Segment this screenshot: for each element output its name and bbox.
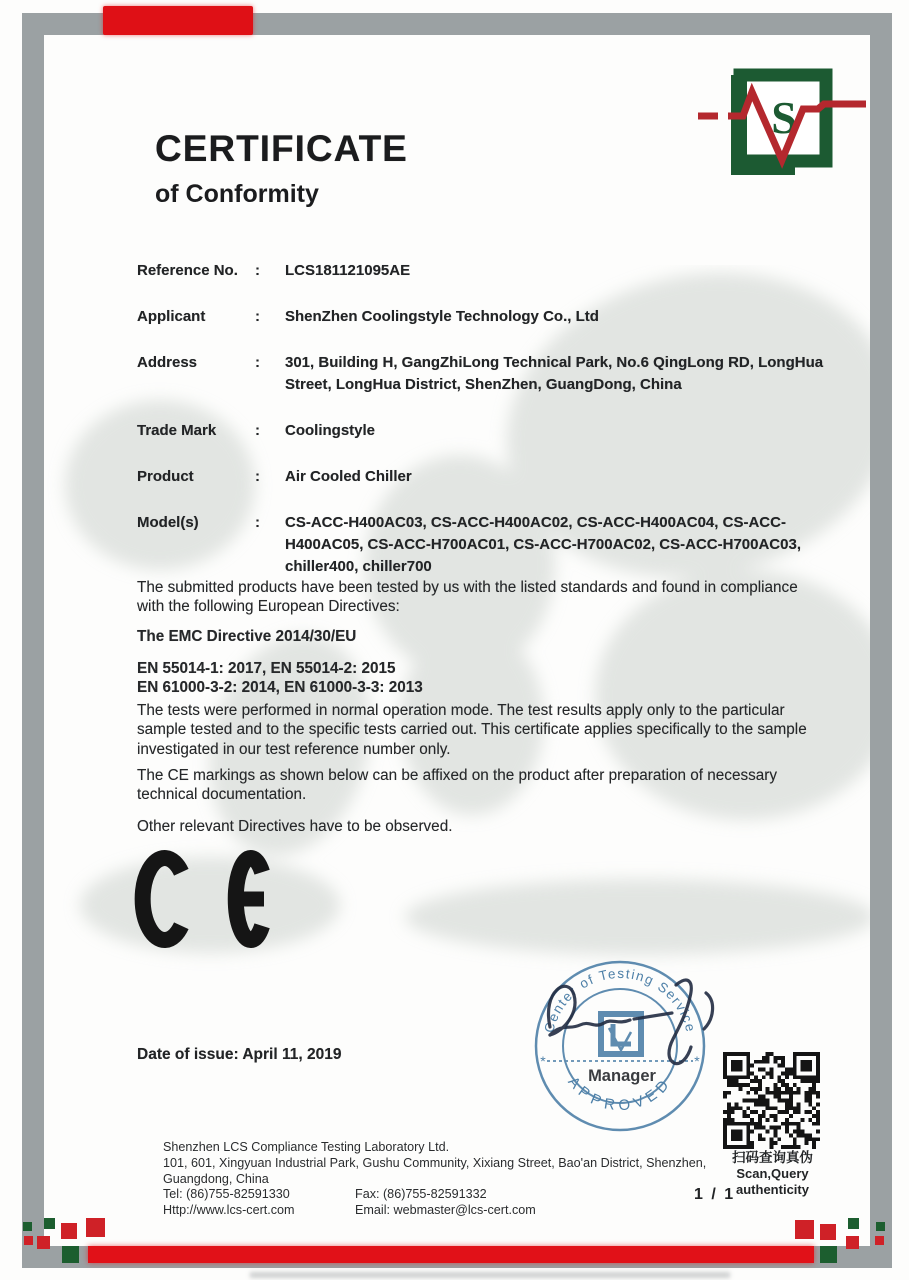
- field-row: [137, 466, 837, 488]
- field-label: Reference No.: [137, 262, 238, 279]
- corner-square: [848, 1218, 859, 1229]
- field-label: Model(s): [137, 514, 199, 531]
- footer-company: Shenzhen LCS Compliance Testing Laboratory Ltd.: [163, 1140, 450, 1154]
- qr-caption-cn: 扫码查询真伪: [732, 1150, 813, 1165]
- corner-square: [44, 1218, 55, 1229]
- field-value: Coolingstyle: [285, 422, 376, 439]
- field-separator: :: [255, 308, 260, 325]
- page-indicator: 1 / 1: [694, 1186, 736, 1203]
- field-separator: :: [255, 514, 260, 531]
- field-value: ShenZhen Coolingstyle Technology Co., Ltd: [285, 308, 599, 325]
- lcs-logo: [698, 60, 866, 180]
- field-row: [137, 306, 837, 328]
- stamp-star-right: *: [694, 1053, 700, 1069]
- field-value: CS-ACC-H400AC03, CS-ACC-H400AC02, CS-ACC-H400AC04, CS-ACC-H400AC05, CS-ACC-H700AC01, CS-ACC-H700AC02, CS-ACC-H700AC03, chiller400, chiller700: [285, 514, 801, 575]
- field-separator: :: [255, 468, 260, 485]
- standards-line-1: EN 55014-1: 2017, EN 55014-2: 2015: [137, 660, 396, 677]
- field-row: [137, 420, 837, 442]
- footer-address-1: 101, 601, Xingyuan Industrial Park, Gushu Community, Xixiang Street, Bao'an District, Shenzhen,: [163, 1155, 707, 1170]
- corner-square: [876, 1222, 885, 1231]
- emc-directive-line: The EMC Directive 2014/30/EU: [137, 628, 357, 645]
- field-row: [137, 352, 837, 396]
- date-of-issue: Date of issue: April 11, 2019: [137, 1046, 342, 1063]
- corner-square: [61, 1223, 77, 1239]
- stamp-arc-top-text: Center of Testing Service: [541, 965, 699, 1035]
- qr-caption-en: Scan,Query authenticity: [736, 1166, 809, 1197]
- field-label: Trade Mark: [137, 422, 217, 439]
- footer-email: Email: webmaster@lcs-cert.com: [355, 1203, 536, 1218]
- top-border-red-accent: [103, 6, 253, 35]
- page-subtitle: of Conformity: [155, 180, 319, 208]
- footer-fax: Fax: (86)755-82591332: [355, 1187, 487, 1202]
- field-label: Product: [137, 468, 194, 485]
- corner-square: [820, 1246, 837, 1263]
- corner-square: [795, 1220, 814, 1239]
- field-row: [137, 512, 837, 578]
- corner-square: [24, 1236, 33, 1245]
- bottom-border-red-accent: [88, 1246, 814, 1263]
- ce-mark: [133, 849, 303, 949]
- svg-text:S: S: [771, 92, 797, 143]
- field-separator: :: [255, 354, 260, 371]
- standards-line-2: EN 61000-3-2: 2014, EN 61000-3-3: 2013: [137, 679, 423, 697]
- corner-square: [62, 1246, 79, 1263]
- corner-square: [23, 1222, 32, 1231]
- corner-square: [86, 1218, 105, 1237]
- intro-paragraph: The submitted products have been tested by us with the listed standards and found in compliance with the following European Directives:: [137, 579, 798, 616]
- footer-block: [163, 1140, 706, 1219]
- field-label: Address: [137, 354, 198, 371]
- footer-address-2: Guangdong, China: [163, 1171, 269, 1186]
- footer-tel: Tel: (86)755-82591330: [163, 1187, 290, 1202]
- field-label: Applicant: [137, 308, 206, 325]
- stamp-role-text: Manager: [588, 1067, 656, 1085]
- footer-web: Http://www.lcs-cert.com: [163, 1203, 295, 1218]
- field-value: Air Cooled Chiller: [285, 468, 412, 485]
- stamp-star-left: *: [540, 1053, 546, 1069]
- page-title: CERTIFICATE: [155, 128, 408, 169]
- corner-square: [846, 1236, 859, 1249]
- field-value: 301, Building H, GangZhiLong Technical Park, No.6 QingLong RD, LongHua Street, LongHua District, ShenZhen, GuangDong, China: [285, 354, 824, 393]
- corner-square: [820, 1224, 836, 1240]
- field-separator: :: [255, 262, 260, 279]
- field-separator: :: [255, 422, 260, 439]
- standards-lines: [137, 659, 813, 698]
- ce-marking-paragraph: The CE markings as shown below can be affixed on the product after preparation of necessary technical documentation.: [137, 767, 777, 804]
- corner-square: [875, 1236, 884, 1245]
- tests-paragraph: The tests were performed in normal operation mode. The test results apply only to the particular sample tested and to the specific tests carried out. This certificate applies specifically to the sample investigated in our test reference number only.: [137, 702, 807, 758]
- stamp-arc-bottom-text: APPROVED: [564, 1073, 676, 1115]
- scan-shadow: [250, 1272, 730, 1278]
- signature: [490, 935, 750, 1100]
- corner-square: [37, 1236, 50, 1249]
- field-row: [137, 260, 837, 282]
- fields-list: [137, 260, 837, 602]
- other-directives-paragraph: Other relevant Directives have to be observed.: [137, 818, 453, 835]
- field-value: LCS181121095AE: [285, 262, 411, 279]
